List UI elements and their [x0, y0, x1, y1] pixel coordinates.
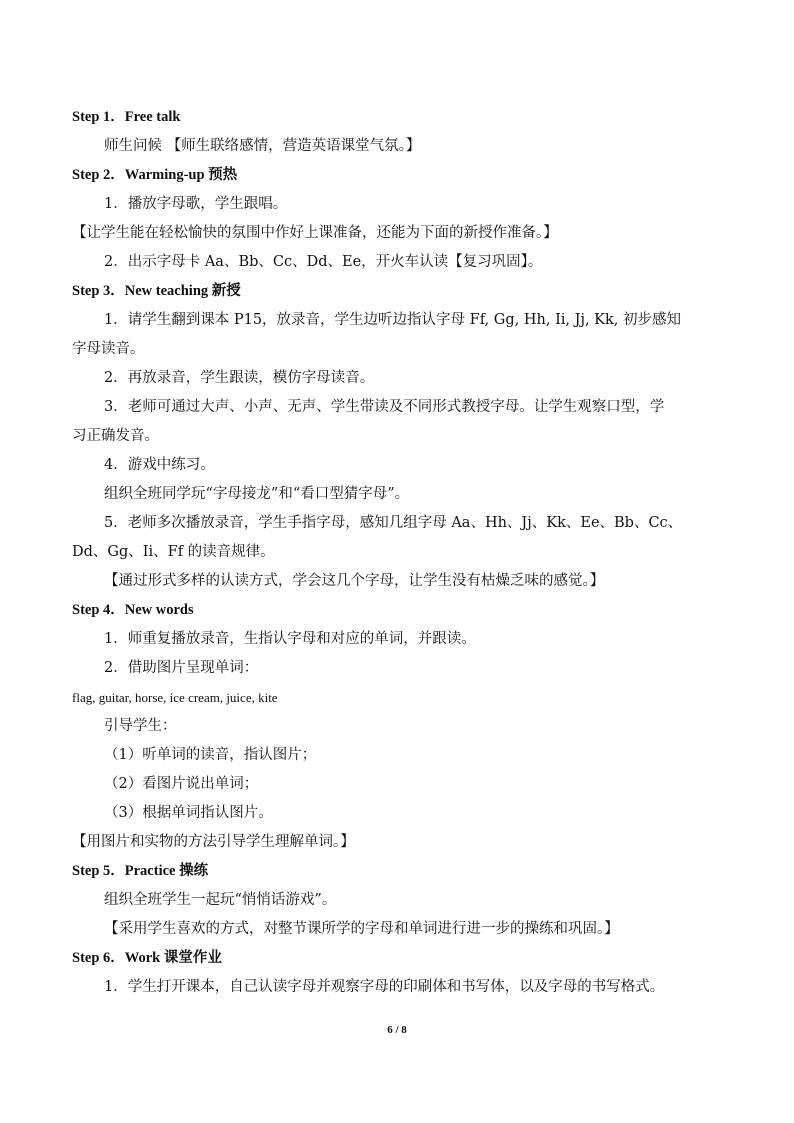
- paragraph-line: （2）看图片说出单词；: [104, 776, 259, 792]
- paragraph-line: 1．播放字母歌，学生跟唱。: [104, 196, 288, 212]
- paragraph-line: Dd、Gg、Ii、Ff 的读音规律。: [72, 544, 275, 560]
- paragraph-line: 习正确发音。: [72, 428, 159, 444]
- paragraph-line: 2．借助图片呈现单词：: [104, 660, 259, 676]
- paragraph-line: （1）听单词的读音，指认图片；: [104, 747, 317, 763]
- paragraph-line: 【采用学生喜欢的方式，对整节课所学的字母和单词进行进一步的操练和巩固。】: [104, 921, 619, 937]
- paragraph-line: 师生问候 【师生联络感情，营造英语课堂气氛。】: [104, 138, 421, 154]
- paragraph-line: 【通过形式多样的认读方式，学会这几个字母，让学生没有枯燥乏味的感觉。】: [104, 573, 605, 589]
- paragraph-line: 组织全班学生一起玩“悄悄话游戏”。: [104, 892, 337, 908]
- step-section: [72, 596, 724, 857]
- paragraph-line: 4．游戏中练习。: [104, 457, 215, 473]
- step-heading: Step 5．Practice 操练: [72, 863, 209, 879]
- vocabulary-line: flag, guitar, horse, ice cream, juice, kite: [72, 690, 278, 705]
- paragraph-line: 3．老师可通过大声、小声、无声、学生带读及不同形式教授字母。让学生观察口型，学: [104, 399, 665, 415]
- step-section: [72, 161, 724, 277]
- paragraph-line: 1．请学生翻到课本 P15，放录音，学生边听边指认字母 Ff, Gg, Hh, Ii, Jj, Kk, 初步感知: [104, 312, 682, 328]
- document-body: [72, 103, 724, 1002]
- step-section: [72, 277, 724, 596]
- paragraph-line: （3）根据单词指认图片。: [104, 805, 273, 821]
- step-section: [72, 857, 724, 944]
- step-heading: Step 3．New teaching 新授: [72, 283, 241, 299]
- step-heading: Step 6．Work 课堂作业: [72, 950, 222, 966]
- paragraph-line: 2．再放录音，学生跟读，模仿字母读音。: [104, 370, 375, 386]
- paragraph-line: 引导学生：: [104, 718, 177, 734]
- paragraph-line: 字母读音。: [72, 341, 145, 357]
- paragraph-line: 5．老师多次播放录音，学生手指字母，感知几组字母 Aa、Hh、Jj、Kk、Ee、Bb、Cc、: [104, 515, 683, 531]
- step-heading: Step 1．Free talk: [72, 109, 181, 125]
- step-heading: Step 4．New words: [72, 602, 194, 618]
- paragraph-line: 1．学生打开课本，自己认读字母并观察字母的印刷体和书写体，以及字母的书写格式。: [104, 979, 665, 995]
- step-section: [72, 103, 724, 161]
- paragraph-line: 组织全班同学玩“字母接龙”和“看口型猜字母”。: [104, 486, 410, 502]
- paragraph-line: 1．师重复播放录音，生指认字母和对应的单词，并跟读。: [104, 631, 476, 647]
- page-number: 6 / 8: [387, 1024, 407, 1036]
- paragraph-line: 【用图片和实物的方法引导学生理解单词。】: [72, 834, 355, 850]
- paragraph-line: 2．出示字母卡 Aa、Bb、Cc、Dd、Ee，开火车认读【复习巩固】。: [104, 254, 543, 270]
- paragraph-line: 【让学生能在轻松愉快的氛围中作好上课准备，还能为下面的新授作准备。】: [72, 225, 558, 241]
- step-section: [72, 944, 724, 1002]
- step-heading: Step 2．Warming-up 预热: [72, 167, 238, 183]
